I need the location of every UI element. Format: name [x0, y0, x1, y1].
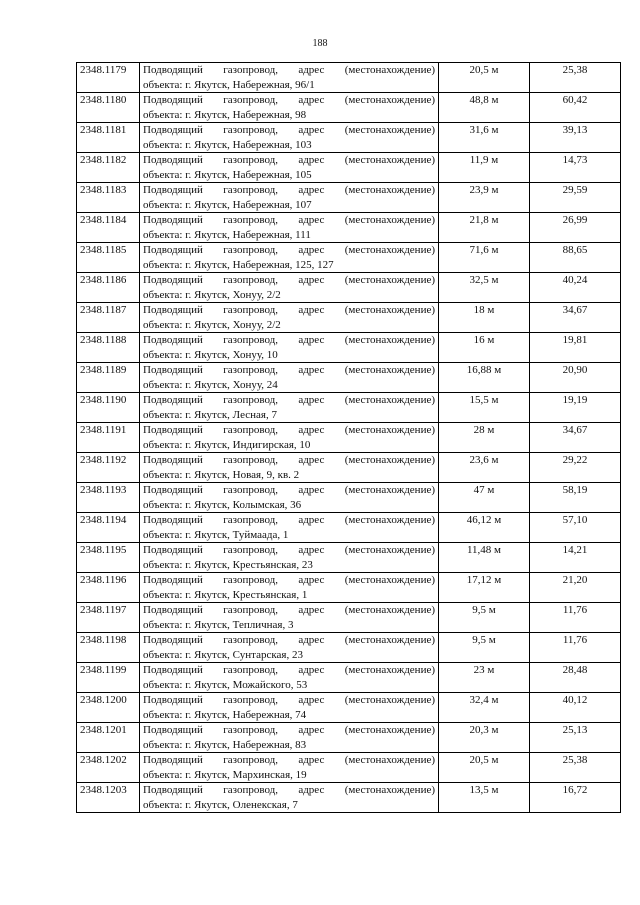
registry-number-cell: 2348.1186 [77, 273, 140, 303]
object-address-text: объекта: г. Якутск, Крестьянская, 23 [143, 558, 313, 571]
value-cell: 21,20 [530, 573, 621, 603]
object-description-cell [140, 183, 439, 213]
object-type-text: Подводящий газопровод, адрес (местонахождение) [143, 634, 435, 646]
value-cell: 40,24 [530, 273, 621, 303]
table-row [77, 753, 621, 783]
object-type-text: Подводящий газопровод, адрес (местонахождение) [143, 244, 435, 256]
object-description-cell [140, 573, 439, 603]
length-cell: 23,9 м [439, 183, 530, 213]
registry-number-cell: 2348.1183 [77, 183, 140, 213]
value-cell: 34,67 [530, 423, 621, 453]
table-row [77, 693, 621, 723]
object-type-text: Подводящий газопровод, адрес (местонахождение) [143, 184, 435, 196]
object-description-cell [140, 483, 439, 513]
object-description-cell [140, 93, 439, 123]
registry-number-cell: 2348.1182 [77, 153, 140, 183]
object-type-text: Подводящий газопровод, адрес (местонахождение) [143, 64, 435, 76]
object-description-cell [140, 363, 439, 393]
object-type-text: Подводящий газопровод, адрес (местонахождение) [143, 724, 435, 736]
object-description-cell [140, 63, 439, 93]
object-address-text: объекта: г. Якутск, Сунтарская, 23 [143, 648, 303, 661]
object-address-text: объекта: г. Якутск, Тепличная, 3 [143, 618, 294, 631]
table-row [77, 723, 621, 753]
registry-number-cell: 2348.1184 [77, 213, 140, 243]
table-row [77, 333, 621, 363]
object-type-text: Подводящий газопровод, адрес (местонахождение) [143, 784, 435, 796]
length-cell: 13,5 м [439, 783, 530, 813]
object-type-text: Подводящий газопровод, адрес (местонахождение) [143, 214, 435, 226]
object-type-text: Подводящий газопровод, адрес (местонахождение) [143, 124, 435, 136]
table-row [77, 363, 621, 393]
object-description-cell [140, 273, 439, 303]
object-description-cell [140, 153, 439, 183]
value-cell: 58,19 [530, 483, 621, 513]
object-type-text: Подводящий газопровод, адрес (местонахождение) [143, 514, 435, 526]
table-row [77, 543, 621, 573]
object-type-text: Подводящий газопровод, адрес (местонахождение) [143, 544, 435, 556]
length-cell: 16,88 м [439, 363, 530, 393]
value-cell: 11,76 [530, 603, 621, 633]
value-cell: 25,38 [530, 63, 621, 93]
object-type-text: Подводящий газопровод, адрес (местонахождение) [143, 274, 435, 286]
length-cell: 20,3 м [439, 723, 530, 753]
object-type-text: Подводящий газопровод, адрес (местонахождение) [143, 304, 435, 316]
registry-number-cell: 2348.1201 [77, 723, 140, 753]
object-address-text: объекта: г. Якутск, Хонуу, 2/2 [143, 318, 281, 331]
table-row [77, 273, 621, 303]
value-cell: 25,38 [530, 753, 621, 783]
registry-number-cell: 2348.1180 [77, 93, 140, 123]
object-type-text: Подводящий газопровод, адрес (местонахождение) [143, 754, 435, 766]
value-cell: 14,21 [530, 543, 621, 573]
length-cell: 9,5 м [439, 633, 530, 663]
object-type-text: Подводящий газопровод, адрес (местонахождение) [143, 604, 435, 616]
object-address-text: объекта: г. Якутск, Колымская, 36 [143, 498, 302, 511]
table-row [77, 663, 621, 693]
object-description-cell [140, 783, 439, 813]
registry-number-cell: 2348.1194 [77, 513, 140, 543]
object-address-text: объекта: г. Якутск, Новая, 9, кв. 2 [143, 468, 300, 481]
value-cell: 19,19 [530, 393, 621, 423]
object-address-text: объекта: г. Якутск, Мархинская, 19 [143, 768, 307, 781]
registry-number-cell: 2348.1191 [77, 423, 140, 453]
registry-number-cell: 2348.1192 [77, 453, 140, 483]
value-cell: 19,81 [530, 333, 621, 363]
length-cell: 46,12 м [439, 513, 530, 543]
object-type-text: Подводящий газопровод, адрес (местонахождение) [143, 694, 435, 706]
object-description-cell [140, 633, 439, 663]
table-row [77, 93, 621, 123]
object-type-text: Подводящий газопровод, адрес (местонахождение) [143, 364, 435, 376]
value-cell: 28,48 [530, 663, 621, 693]
registry-number-cell: 2348.1190 [77, 393, 140, 423]
registry-number-cell: 2348.1181 [77, 123, 140, 153]
object-address-text: объекта: г. Якутск, Набережная, 83 [143, 738, 307, 751]
value-cell: 25,13 [530, 723, 621, 753]
object-type-text: Подводящий газопровод, адрес (местонахождение) [143, 154, 435, 166]
table-row [77, 213, 621, 243]
value-cell: 29,59 [530, 183, 621, 213]
object-description-cell [140, 213, 439, 243]
value-cell: 39,13 [530, 123, 621, 153]
length-cell: 9,5 м [439, 603, 530, 633]
table-row [77, 63, 621, 93]
object-address-text: объекта: г. Якутск, Набережная, 125, 127 [143, 258, 334, 271]
length-cell: 18 м [439, 303, 530, 333]
object-type-text: Подводящий газопровод, адрес (местонахождение) [143, 574, 435, 586]
registry-number-cell: 2348.1188 [77, 333, 140, 363]
registry-number-cell: 2348.1198 [77, 633, 140, 663]
object-address-text: объекта: г. Якутск, Набережная, 111 [143, 228, 311, 241]
object-address-text: объекта: г. Якутск, Индигирская, 10 [143, 438, 311, 451]
object-address-text: объекта: г. Якутск, Набережная, 98 [143, 108, 307, 121]
object-address-text: объекта: г. Якутск, Можайского, 53 [143, 678, 308, 691]
object-description-cell [140, 693, 439, 723]
length-cell: 21,8 м [439, 213, 530, 243]
object-type-text: Подводящий газопровод, адрес (местонахождение) [143, 394, 435, 406]
object-description-cell [140, 543, 439, 573]
length-cell: 28 м [439, 423, 530, 453]
object-type-text: Подводящий газопровод, адрес (местонахождение) [143, 484, 435, 496]
value-cell: 26,99 [530, 213, 621, 243]
object-description-cell [140, 723, 439, 753]
registry-number-cell: 2348.1195 [77, 543, 140, 573]
registry-number-cell: 2348.1199 [77, 663, 140, 693]
object-type-text: Подводящий газопровод, адрес (местонахождение) [143, 94, 435, 106]
page-number: 188 [312, 38, 328, 49]
object-type-text: Подводящий газопровод, адрес (местонахождение) [143, 334, 435, 346]
object-address-text: объекта: г. Якутск, Лесная, 7 [143, 408, 277, 421]
object-description-cell [140, 603, 439, 633]
registry-number-cell: 2348.1203 [77, 783, 140, 813]
table-row [77, 303, 621, 333]
table-row [77, 573, 621, 603]
length-cell: 17,12 м [439, 573, 530, 603]
length-cell: 23,6 м [439, 453, 530, 483]
value-cell: 14,73 [530, 153, 621, 183]
object-description-cell [140, 303, 439, 333]
registry-number-cell: 2348.1200 [77, 693, 140, 723]
table-row [77, 513, 621, 543]
object-type-text: Подводящий газопровод, адрес (местонахождение) [143, 664, 435, 676]
object-address-text: объекта: г. Якутск, Хонуу, 24 [143, 378, 278, 391]
object-address-text: объекта: г. Якутск, Набережная, 74 [143, 708, 307, 721]
table-row [77, 183, 621, 213]
table-row [77, 243, 621, 273]
table-row [77, 423, 621, 453]
length-cell: 11,9 м [439, 153, 530, 183]
table-row [77, 153, 621, 183]
gas-pipeline-registry-table [76, 62, 621, 813]
object-type-text: Подводящий газопровод, адрес (местонахождение) [143, 424, 435, 436]
length-cell: 23 м [439, 663, 530, 693]
object-description-cell [140, 393, 439, 423]
length-cell: 32,4 м [439, 693, 530, 723]
object-description-cell [140, 753, 439, 783]
value-cell: 88,65 [530, 243, 621, 273]
table-row [77, 783, 621, 813]
object-description-cell [140, 243, 439, 273]
length-cell: 15,5 м [439, 393, 530, 423]
table-row [77, 393, 621, 423]
registry-number-cell: 2348.1193 [77, 483, 140, 513]
registry-number-cell: 2348.1202 [77, 753, 140, 783]
object-description-cell [140, 453, 439, 483]
registry-number-cell: 2348.1196 [77, 573, 140, 603]
table-row [77, 123, 621, 153]
object-description-cell [140, 663, 439, 693]
object-address-text: объекта: г. Якутск, Набережная, 105 [143, 168, 312, 181]
registry-number-cell: 2348.1189 [77, 363, 140, 393]
value-cell: 34,67 [530, 303, 621, 333]
object-description-cell [140, 423, 439, 453]
registry-number-cell: 2348.1197 [77, 603, 140, 633]
registry-number-cell: 2348.1187 [77, 303, 140, 333]
object-address-text: объекта: г. Якутск, Хонуу, 2/2 [143, 288, 281, 301]
value-cell: 20,90 [530, 363, 621, 393]
value-cell: 57,10 [530, 513, 621, 543]
registry-number-cell: 2348.1185 [77, 243, 140, 273]
table-row [77, 603, 621, 633]
object-type-text: Подводящий газопровод, адрес (местонахождение) [143, 454, 435, 466]
length-cell: 11,48 м [439, 543, 530, 573]
value-cell: 11,76 [530, 633, 621, 663]
object-description-cell [140, 333, 439, 363]
object-address-text: объекта: г. Якутск, Хонуу, 10 [143, 348, 278, 361]
registry-table-body [77, 63, 621, 813]
length-cell: 32,5 м [439, 273, 530, 303]
value-cell: 40,12 [530, 693, 621, 723]
length-cell: 20,5 м [439, 63, 530, 93]
object-address-text: объекта: г. Якутск, Оленекская, 7 [143, 798, 298, 811]
table-row [77, 483, 621, 513]
table-row [77, 453, 621, 483]
object-address-text: объекта: г. Якутск, Набережная, 103 [143, 138, 312, 151]
value-cell: 60,42 [530, 93, 621, 123]
value-cell: 29,22 [530, 453, 621, 483]
object-description-cell [140, 123, 439, 153]
object-address-text: объекта: г. Якутск, Набережная, 96/1 [143, 78, 315, 91]
length-cell: 48,8 м [439, 93, 530, 123]
length-cell: 47 м [439, 483, 530, 513]
object-address-text: объекта: г. Якутск, Набережная, 107 [143, 198, 312, 211]
object-address-text: объекта: г. Якутск, Туймаада, 1 [143, 528, 289, 541]
value-cell: 16,72 [530, 783, 621, 813]
length-cell: 16 м [439, 333, 530, 363]
table-row [77, 633, 621, 663]
length-cell: 71,6 м [439, 243, 530, 273]
registry-number-cell: 2348.1179 [77, 63, 140, 93]
length-cell: 20,5 м [439, 753, 530, 783]
length-cell: 31,6 м [439, 123, 530, 153]
object-description-cell [140, 513, 439, 543]
object-address-text: объекта: г. Якутск, Крестьянская, 1 [143, 588, 308, 601]
